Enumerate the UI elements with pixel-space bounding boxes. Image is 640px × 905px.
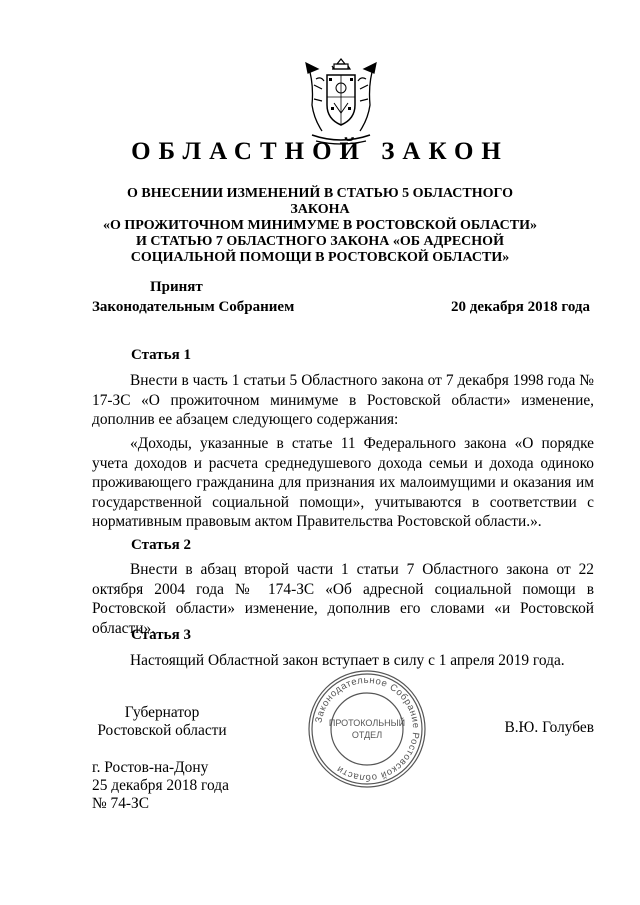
subtitle-line: СОЦИАЛЬНОЙ ПОМОЩИ В РОСТОВСКОЙ ОБЛАСТИ» bbox=[130, 250, 510, 265]
article-3-heading: Статья 3 bbox=[131, 627, 191, 643]
article-1-heading: Статья 1 bbox=[131, 347, 191, 363]
law-subtitle bbox=[100, 186, 540, 266]
signing-date: 25 декабря 2018 года bbox=[92, 777, 229, 794]
svg-text:ПРОТОКОЛЬНЫЙ: ПРОТОКОЛЬНЫЙ bbox=[328, 718, 406, 728]
svg-text:Законодательное Собрание Росто: Законодательное Собрание Ростовской области bbox=[313, 674, 422, 784]
city: г. Ростов-на-Дону bbox=[92, 759, 209, 776]
svg-text:ОТДЕЛ: ОТДЕЛ bbox=[351, 730, 383, 740]
subtitle-line: И СТАТЬЮ 7 ОБЛАСТНОГО ЗАКОНА «ОБ АДРЕСНОЙ bbox=[136, 234, 504, 249]
position-line: Ростовской области bbox=[97, 722, 227, 739]
adopted-label: Принят bbox=[150, 279, 203, 295]
article-3-paragraph-1: Настоящий Областной закон вступает в силу с 1 апреля 2019 года. bbox=[130, 652, 565, 669]
signatory-position bbox=[92, 704, 232, 740]
law-title: ОБЛАСТНОЙ ЗАКОН bbox=[131, 138, 509, 165]
subtitle-line: «О ПРОЖИТОЧНОМ МИНИМУМЕ В РОСТОВСКОЙ ОБЛАСТИ» bbox=[103, 218, 537, 233]
place-date-block bbox=[92, 759, 229, 813]
adopted-by: Законодательным Собранием bbox=[92, 299, 295, 315]
adopted-date: 20 декабря 2018 года bbox=[451, 299, 590, 315]
signatory-name: В.Ю. Голубев bbox=[504, 719, 594, 736]
law-number: № 74-ЗС bbox=[92, 795, 150, 812]
article-2-paragraph-1: Внести в абзац второй части 1 статьи 7 Областного закона от 22 октября 2004 года № 174-ЗС «Об адресной социальной помощи в Ростовской области» изменение, дополнив его словами «и Ростовской области». bbox=[92, 561, 594, 637]
position-line: Губернатор bbox=[124, 704, 200, 721]
coat-of-arms-icon bbox=[298, 55, 384, 147]
article-1-paragraph-1: Внести в часть 1 статьи 5 Областного закона от 7 декабря 1998 года № 17-ЗС «О прожиточном минимуме в Ростовской области» изменение, дополнив ее абзацем следующего содержания: bbox=[92, 372, 594, 428]
official-stamp bbox=[306, 668, 428, 790]
article-2-heading: Статья 2 bbox=[131, 537, 191, 553]
subtitle-line: О ВНЕСЕНИИ ИЗМЕНЕНИЙ В СТАТЬЮ 5 ОБЛАСТНОГО ЗАКОНА bbox=[127, 186, 513, 217]
article-1-paragraph-2: «Доходы, указанные в статье 11 Федерального закона «О порядке учета доходов и расчета среднедушевого дохода семьи и дохода одиноко проживающего гражданина для признания их малоимущими и оказания им государственной социальной помощи», учитываются в соответствии с нормативным правовым актом Правительства Ростовской области.». bbox=[92, 435, 594, 530]
